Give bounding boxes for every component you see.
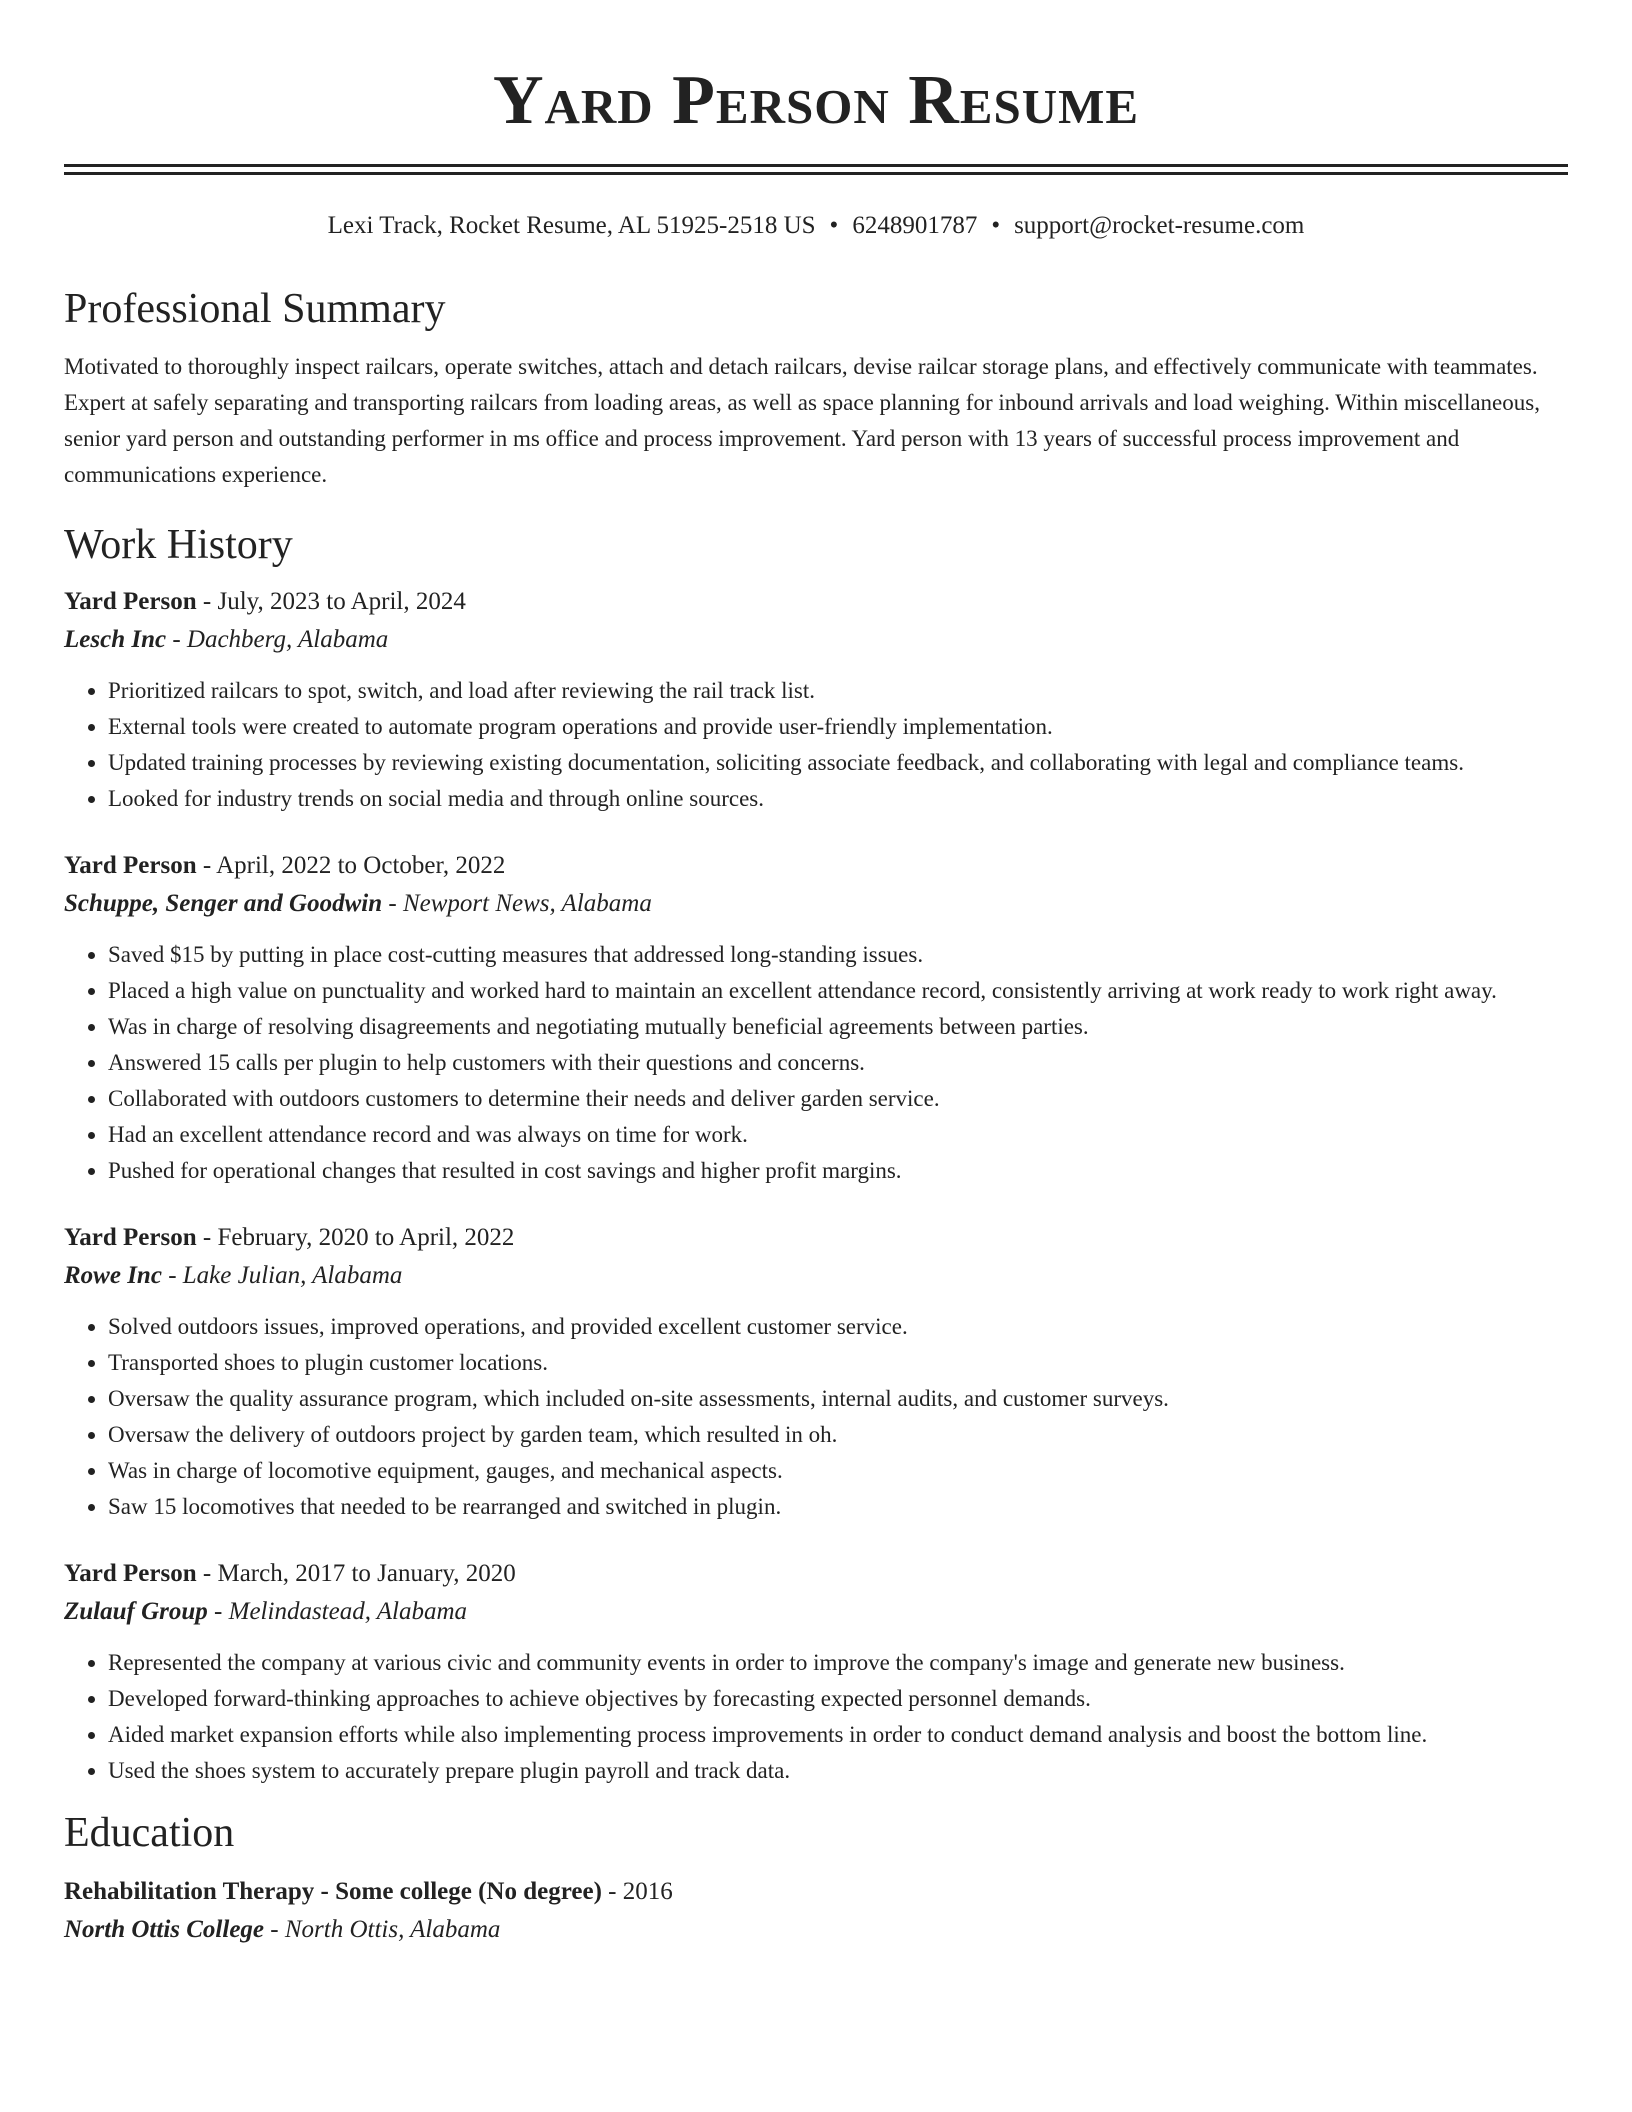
company-location: Melindastead, Alabama bbox=[228, 1598, 468, 1625]
title-double-rule bbox=[64, 164, 1568, 175]
job-dates: April, 2022 to October, 2022 bbox=[216, 852, 506, 879]
job-dates: July, 2023 to April, 2024 bbox=[217, 588, 466, 615]
job-bullet: • Looked for industry trends on social media and through online sources. bbox=[108, 781, 1568, 817]
company-name: Lesch Inc bbox=[64, 626, 167, 653]
education-heading: Education bbox=[64, 1810, 235, 1856]
company-location: Dachberg, Alabama bbox=[186, 626, 389, 653]
company-location: Newport News, Alabama bbox=[402, 890, 652, 917]
job-dash: - bbox=[196, 1560, 218, 1587]
job-title-line bbox=[64, 847, 1568, 885]
contact-email: support@rocket-resume.com bbox=[1014, 212, 1305, 239]
job-title-line bbox=[64, 583, 1568, 621]
resume-title: Yard Person Resume bbox=[492, 62, 1140, 139]
contact-separator: • bbox=[991, 212, 1001, 239]
job-role: Yard Person bbox=[64, 852, 197, 879]
job-entry bbox=[64, 583, 1568, 817]
job-bullets bbox=[64, 937, 1568, 1189]
job-bullet: • Saw 15 locomotives that needed to be rearranged and switched in plugin. bbox=[108, 1489, 1568, 1525]
job-dash: - bbox=[196, 1224, 218, 1251]
company-line bbox=[64, 621, 1568, 659]
job-role: Yard Person bbox=[64, 1224, 197, 1251]
contact-phone: 6248901787 bbox=[852, 212, 978, 239]
school-dash: - bbox=[264, 1916, 285, 1943]
summary-heading: Professional Summary bbox=[64, 286, 446, 332]
company-dash: - bbox=[382, 890, 403, 917]
degree-dash: - bbox=[601, 1878, 623, 1905]
company-name: Zulauf Group bbox=[64, 1598, 208, 1625]
job-dates: February, 2020 to April, 2022 bbox=[217, 1224, 515, 1251]
job-entry bbox=[64, 1219, 1568, 1525]
job-bullets bbox=[64, 1645, 1568, 1789]
job-bullet: • Had an excellent attendance record and was always on time for work. bbox=[108, 1117, 1568, 1153]
school-name: North Ottis College bbox=[64, 1916, 265, 1943]
job-title-line bbox=[64, 1219, 1568, 1257]
company-line bbox=[64, 1593, 1568, 1631]
job-bullet: • Developed forward-thinking approaches to achieve objectives by forecasting expected personnel demands. bbox=[108, 1681, 1568, 1717]
job-bullet: • Was in charge of locomotive equipment, gauges, and mechanical aspects. bbox=[108, 1453, 1568, 1489]
job-bullet: • Pushed for operational changes that resulted in cost savings and higher profit margins. bbox=[108, 1153, 1568, 1189]
education-entry bbox=[64, 1873, 1568, 1949]
job-bullet: • Aided market expansion efforts while also implementing process improvements in order to conduct demand analysis and boost the bottom line. bbox=[108, 1717, 1568, 1753]
job-bullet: • Updated training processes by reviewing existing documentation, soliciting associate feedback, and collaborating with legal and compliance teams. bbox=[108, 745, 1568, 781]
company-name: Rowe Inc bbox=[64, 1262, 162, 1289]
job-title-line bbox=[64, 1555, 1568, 1593]
job-bullet: • Solved outdoors issues, improved operations, and provided excellent customer service. bbox=[108, 1309, 1568, 1345]
job-bullet: • Used the shoes system to accurately prepare plugin payroll and track data. bbox=[108, 1753, 1568, 1789]
degree-name: Rehabilitation Therapy - Some college (No degree) bbox=[64, 1878, 602, 1905]
company-dash: - bbox=[207, 1598, 229, 1625]
job-role: Yard Person bbox=[64, 1560, 197, 1587]
school-line bbox=[64, 1911, 1568, 1949]
company-dash: - bbox=[161, 1262, 183, 1289]
job-dates: March, 2017 to January, 2020 bbox=[217, 1560, 516, 1587]
contact-line bbox=[64, 209, 1568, 243]
company-line bbox=[64, 885, 1568, 923]
job-dash: - bbox=[196, 588, 218, 615]
degree-line bbox=[64, 1873, 1568, 1911]
job-bullets bbox=[64, 1309, 1568, 1525]
job-bullet: • Answered 15 calls per plugin to help customers with their questions and concerns. bbox=[108, 1045, 1568, 1081]
company-dash: - bbox=[166, 626, 187, 653]
job-role: Yard Person bbox=[64, 588, 197, 615]
job-bullet: • Collaborated with outdoors customers to determine their needs and deliver garden service. bbox=[108, 1081, 1568, 1117]
job-bullet: • Was in charge of resolving disagreements and negotiating mutually beneficial agreements between parties. bbox=[108, 1009, 1568, 1045]
job-dash: - bbox=[196, 852, 217, 879]
work-history-heading: Work History bbox=[64, 522, 293, 568]
contact-address: Lexi Track, Rocket Resume, AL 51925-2518 US bbox=[327, 212, 816, 239]
job-bullets bbox=[64, 673, 1568, 817]
school-location: North Ottis, Alabama bbox=[284, 1916, 501, 1943]
job-bullet: • Placed a high value on punctuality and worked hard to maintain an excellent attendance record, consistently arriving at work ready to work right away. bbox=[108, 973, 1568, 1009]
company-name: Schuppe, Senger and Goodwin bbox=[64, 890, 383, 917]
summary-text: Motivated to thoroughly inspect railcars, operate switches, attach and detach railcars, devise railcar storage plans, and effectively communicate with teammates. Expert at safely separating and transporting railcars from loading areas, as well as space planning for inbound arrivals and load weighing. Within miscellaneous, senior yard person and outstanding performer in ms office and process improvement. Yard person with 13 years of successful process improvement and communications experience. bbox=[64, 354, 1540, 487]
job-bullet: • Prioritized railcars to spot, switch, and load after reviewing the rail track list. bbox=[108, 673, 1568, 709]
job-bullet: • Oversaw the quality assurance program, which included on-site assessments, internal audits, and customer surveys. bbox=[108, 1381, 1568, 1417]
contact-separator: • bbox=[829, 212, 839, 239]
job-bullet: • Saved $15 by putting in place cost-cutting measures that addressed long-standing issues. bbox=[108, 937, 1568, 973]
company-location: Lake Julian, Alabama bbox=[182, 1262, 403, 1289]
job-bullet: • Represented the company at various civic and community events in order to improve the company's image and generate new business. bbox=[108, 1645, 1568, 1681]
company-line bbox=[64, 1257, 1568, 1295]
job-bullet: • Transported shoes to plugin customer locations. bbox=[108, 1345, 1568, 1381]
job-bullet: • External tools were created to automate program operations and provide user-friendly implementation. bbox=[108, 709, 1568, 745]
degree-year: 2016 bbox=[622, 1878, 673, 1905]
job-entry bbox=[64, 1555, 1568, 1789]
job-bullet: • Oversaw the delivery of outdoors project by garden team, which resulted in oh. bbox=[108, 1417, 1568, 1453]
job-entry bbox=[64, 847, 1568, 1189]
